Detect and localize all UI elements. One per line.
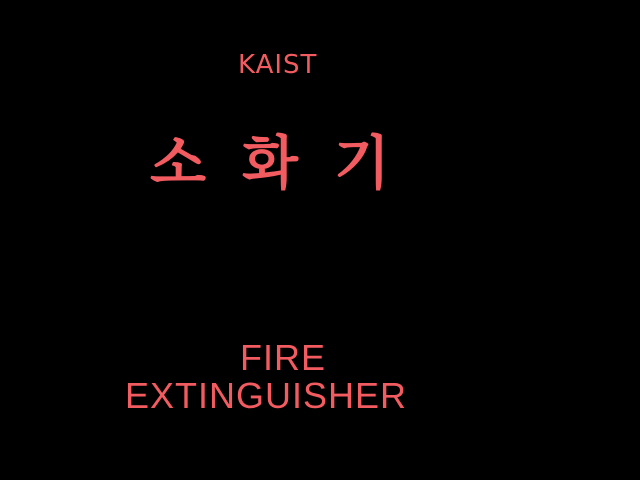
english-title-line2: EXTINGUISHER: [125, 375, 408, 416]
korean-title: 소화기: [150, 129, 427, 197]
english-title-line1: FIRE: [240, 337, 327, 378]
brand-label: KAIST: [238, 50, 318, 80]
